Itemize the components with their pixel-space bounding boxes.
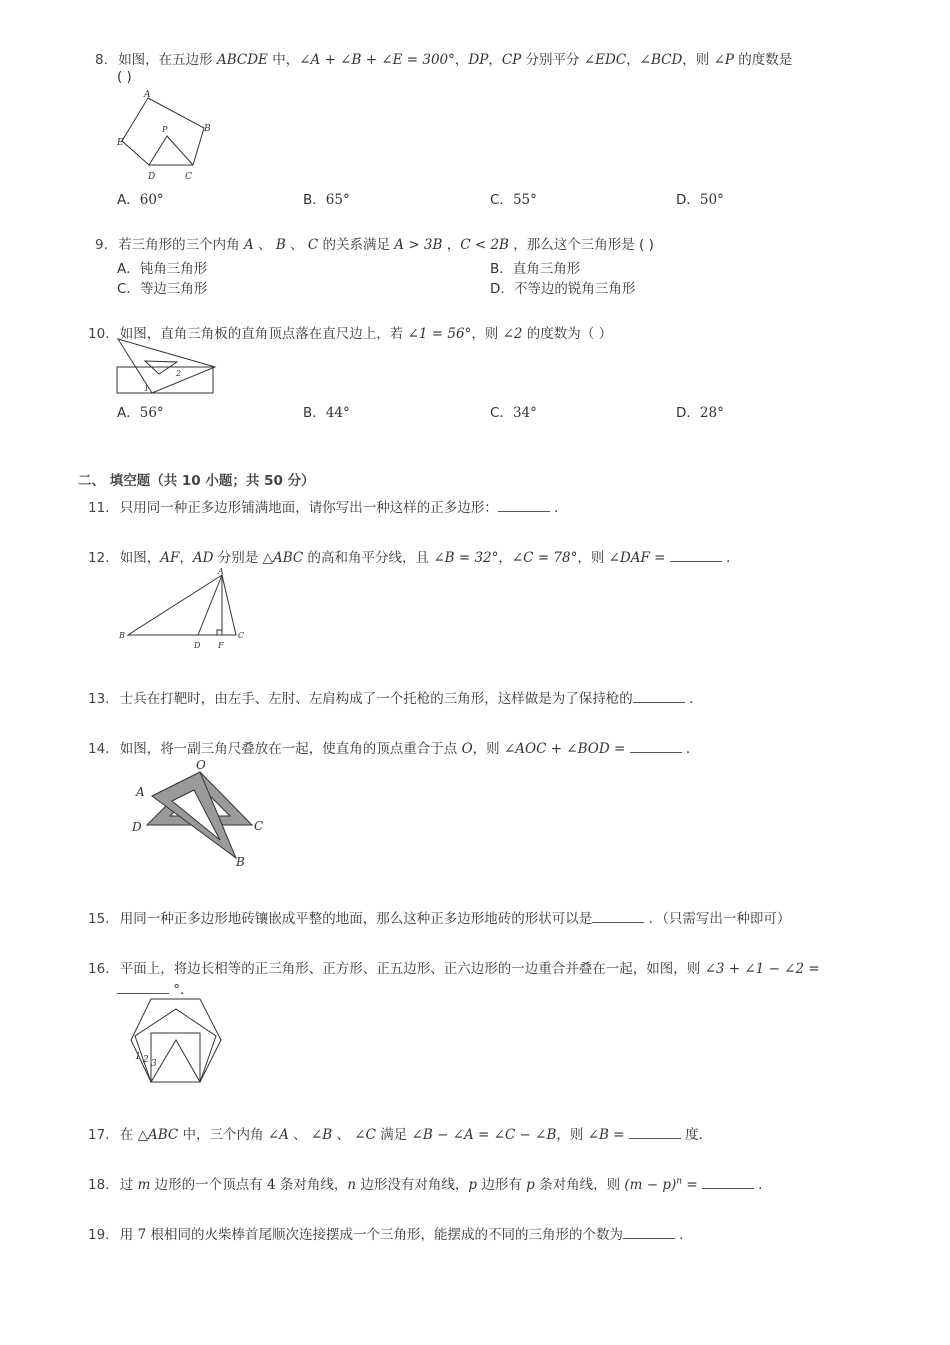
question-12 — [88, 546, 740, 566]
svg-text:D: D — [148, 172, 156, 182]
answer-blank[interactable] — [702, 1178, 754, 1189]
question-number: 18. — [88, 1177, 110, 1193]
option-b[interactable]: B．44° — [303, 405, 350, 421]
answer-paren: ( ) — [117, 69, 132, 85]
question-number: 16. — [88, 961, 110, 977]
answer-line: °． — [117, 978, 194, 998]
question-number: 19. — [88, 1227, 110, 1243]
option-d[interactable]: D．不等边的锐角三角形 — [490, 281, 636, 297]
svg-text:D: D — [194, 641, 201, 650]
question-number: 14. — [88, 741, 110, 757]
question-text: 用 7 根相同的火柴棒首尾顺次连接摆成一个三角形，能摆成的不同的三角形的个数为 ． — [119, 1227, 693, 1243]
question-text: 在 △ABC 中，三个内角 ∠A 、 ∠B 、 ∠C 满足 ∠B − ∠A = ∠C − ∠B，则 ∠B = 度． — [119, 1127, 713, 1143]
question-14 — [88, 737, 699, 757]
svg-text:1: 1 — [144, 384, 150, 393]
answer-blank[interactable] — [670, 551, 722, 562]
question-17 — [88, 1123, 712, 1143]
svg-text:C: C — [185, 172, 192, 182]
svg-text:P: P — [162, 125, 168, 134]
question-text: 用同一种正多边形地砖镶嵌成平整的地面，那么这种正多边形地砖的形状可以是 ．（只需写出一种即可） — [119, 911, 791, 927]
question-text: 如图，将一副三角尺叠放在一起，使直角的顶点重合于点 O，则 ∠AOC + ∠BOD = ． — [119, 741, 700, 757]
question-15 — [88, 907, 790, 927]
question-number: 10. — [88, 326, 110, 342]
question-number: 8. — [95, 52, 108, 68]
option-c[interactable]: C．55° — [490, 192, 537, 208]
question-text: 如图，直角三角板的直角顶点落在直尺边上，若 ∠1 = 56°，则 ∠2 的度数为（ ） — [119, 326, 613, 342]
set-squares-figure — [128, 756, 273, 871]
question-text: 平面上，将边长相等的正三角形、正方形、正五边形、正六边形的一边重合并叠在一起，如图，则 ∠3 + ∠1 − ∠2 = — [119, 961, 820, 977]
answer-blank[interactable] — [623, 1228, 675, 1239]
option-d[interactable]: D．50° — [676, 192, 724, 208]
svg-text:C: C — [254, 819, 264, 833]
pentagon-figure — [112, 88, 222, 184]
svg-text:2: 2 — [176, 369, 182, 378]
question-8 — [95, 48, 792, 68]
svg-text:B: B — [204, 124, 211, 134]
answer-blank[interactable] — [630, 742, 682, 753]
svg-text:E: E — [117, 138, 124, 148]
question-number: 13. — [88, 691, 110, 707]
svg-text:2: 2 — [143, 1055, 149, 1065]
question-number: 17. — [88, 1127, 110, 1143]
option-b[interactable]: B．65° — [303, 192, 350, 208]
svg-text:B: B — [236, 855, 245, 869]
svg-text:3: 3 — [151, 1059, 157, 1069]
question-19 — [88, 1223, 693, 1243]
question-16 — [88, 957, 820, 977]
answer-blank[interactable] — [498, 501, 550, 512]
question-text: 士兵在打靶时，由左手、左肘、左肩构成了一个托枪的三角形，这样做是为了保持枪的 ． — [119, 691, 703, 707]
svg-text:A: A — [218, 567, 224, 576]
question-text: 过 m 边形的一个顶点有 4 条对角线，n 边形没有对角线，p 边形有 p 条对角线，则 $(m - p)^n$ = ． — [119, 1176, 772, 1193]
question-text: 如图，AF，AD 分别是 △ABC 的高和角平分线，且 ∠B = 32°，∠C = 78°，则 ∠DAF = ． — [119, 550, 740, 566]
answer-blank[interactable] — [117, 983, 169, 994]
svg-text:D: D — [132, 820, 142, 834]
question-text: 只用同一种正多边形铺满地面，请你写出一种这样的正多边形： ． — [119, 500, 568, 516]
option-c[interactable]: C．34° — [490, 405, 537, 421]
triangle-abc-figure — [114, 566, 254, 654]
option-a[interactable]: A．钝角三角形 — [117, 261, 208, 277]
svg-text:A: A — [144, 90, 151, 100]
question-number: 11. — [88, 500, 110, 516]
answer-blank[interactable] — [592, 912, 644, 923]
question-text: 如图，在五边形 ABCDE 中，∠A + ∠B + ∠E = 300°，DP，CP 分别平分 ∠EDC，∠BCD，则 ∠P 的度数是 — [118, 52, 793, 68]
answer-blank[interactable] — [633, 692, 685, 703]
question-9 — [95, 233, 654, 253]
ruler-triangle-figure — [112, 336, 222, 398]
svg-text:B: B — [119, 631, 125, 640]
question-18 — [88, 1173, 772, 1193]
option-b[interactable]: B．直角三角形 — [490, 261, 581, 277]
polygons-figure — [120, 996, 230, 1086]
svg-text:O: O — [196, 758, 206, 772]
option-d[interactable]: D．28° — [676, 405, 724, 421]
question-number: 15. — [88, 911, 110, 927]
question-text: 若三角形的三个内角 A 、 B 、 C 的关系满足 A > 3B ，C < 2B ，那么这个三角形是 ( ) — [118, 237, 654, 253]
question-number: 9. — [95, 237, 108, 253]
option-a[interactable]: A．60° — [117, 192, 164, 208]
question-13 — [88, 687, 703, 707]
question-number: 12. — [88, 550, 110, 566]
option-c[interactable]: C．等边三角形 — [117, 281, 208, 297]
question-11 — [88, 496, 568, 516]
svg-text:C: C — [238, 631, 245, 640]
section-heading: 二、 填空题（共 10 小题；共 50 分） — [78, 473, 315, 489]
svg-text:A: A — [136, 785, 145, 799]
answer-blank[interactable] — [629, 1128, 681, 1139]
svg-text:F: F — [218, 641, 224, 650]
svg-text:1: 1 — [135, 1052, 141, 1062]
option-a[interactable]: A．56° — [117, 405, 164, 421]
